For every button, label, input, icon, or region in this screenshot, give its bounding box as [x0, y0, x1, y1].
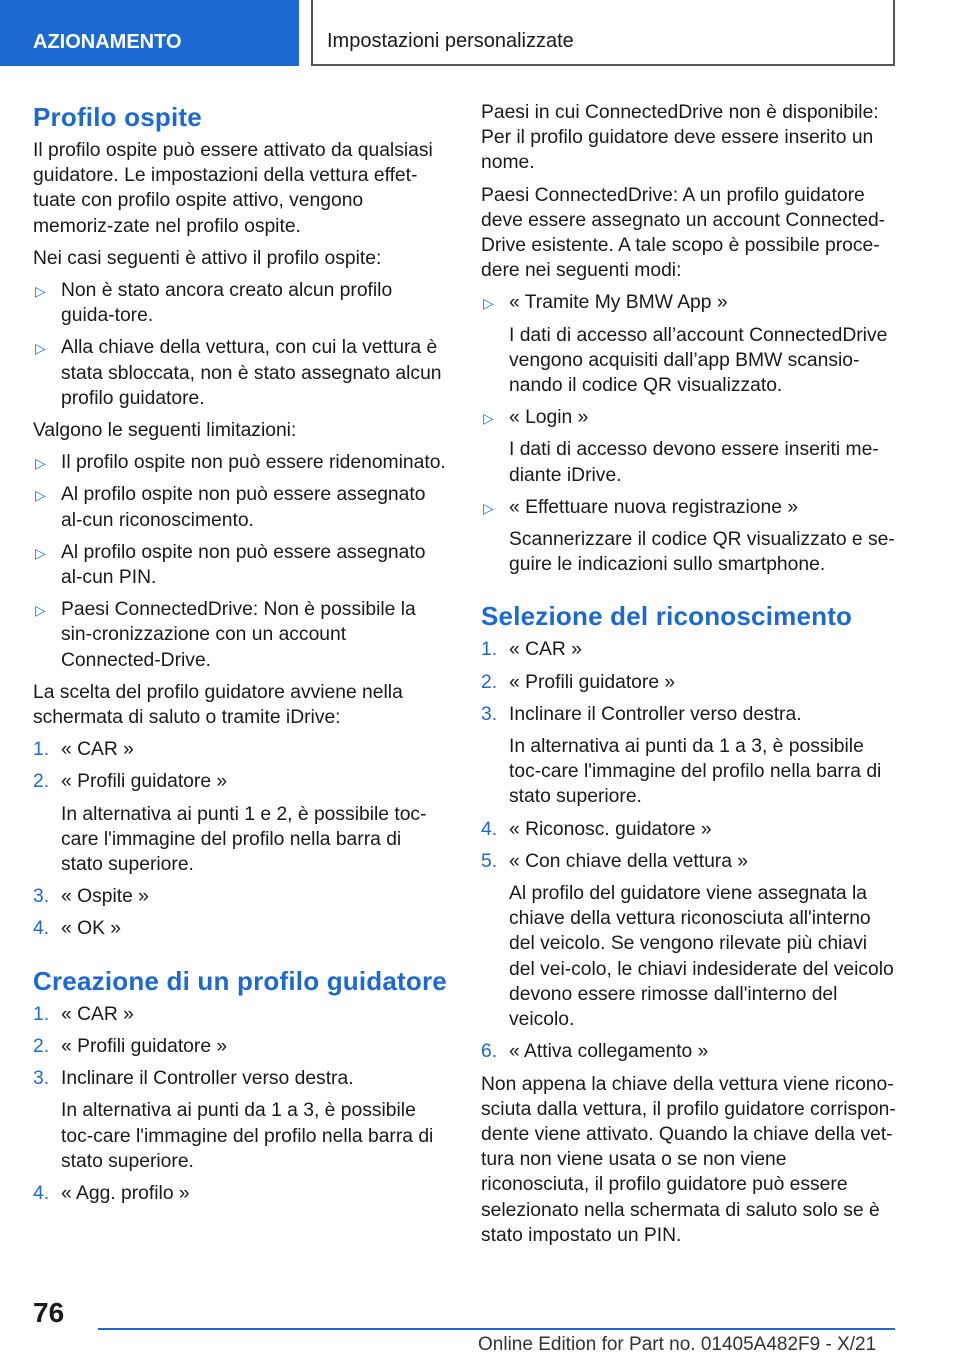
footer-divider [98, 1328, 895, 1330]
section-tab: AZIONAMENTO [0, 0, 299, 66]
step-list [33, 1002, 448, 1206]
list-item-note: Scannerizzare il codice QR visualizzato e se-guire le indicazioni sullo smartphone. [509, 529, 895, 576]
step-note: Al profilo del guidatore viene assegnata la chiave della vettura riconosciuta all'interno del veicolo. Se vengono rilevate più chiavi del vei-colo, le chiavi indesiderate del veicolo devono essere rimosse dall'interno del veicolo. [509, 883, 894, 1031]
list-item: ▷ Il profilo ospite non può essere ridenominato. [33, 450, 448, 475]
paragraph: Paesi ConnectedDrive: A un profilo guidatore deve essere assegnato un account Connected-Drive esistente. A tale scopo è possibile proce-dere nei seguenti modi: [481, 184, 886, 282]
right-column [481, 100, 897, 1255]
left-column [33, 100, 448, 1213]
triangle-right-icon: ▷ [35, 340, 46, 357]
step-number: 1. [33, 739, 50, 761]
list-item: ▷ « Effettuare nuova registrazione » Scannerizzare il codice QR visualizzato e se-guire le indicazioni sullo smartphone. [481, 495, 897, 578]
step-number: 6. [481, 1041, 498, 1063]
chapter-title: Impostazioni personalizzate [311, 0, 895, 66]
step-item: 4. « OK » [33, 916, 448, 941]
footer-edition-text: Online Edition for Part no. 01405A482F9 - X/21 [478, 1334, 877, 1355]
paragraph: Non appena la chiave della vettura viene ricono-sciuta dalla vettura, il profilo guidatore corrispon-dente viene attivato. Quando la chiave della vet-tura non viene usata o se non viene riconosciuta, il profilo guidatore può essere selezionato nella schermata di saluto solo se è stato impostato un PIN. [481, 1073, 896, 1246]
step-item: 3. Inclinare il Controller verso destra. In alternativa ai punti da 1 a 3, è possibile toc-care l'immagine del profilo nella barra di stato superiore. [33, 1066, 448, 1174]
step-number: 5. [481, 850, 498, 872]
step-number: 3. [481, 703, 498, 725]
step-item: 4. « Riconosc. guidatore » [481, 817, 897, 842]
step-number: 3. [33, 1068, 50, 1090]
step-number: 1. [481, 639, 498, 661]
paragraph: Nei casi seguenti è attivo il profilo ospite: [33, 247, 382, 269]
list-item: ▷ Paesi ConnectedDrive: Non è possibile la sin-cronizzazione con un account Connected-Drive. [35, 599, 416, 671]
heading-selezione-riconoscimento: Selezione del riconoscimento [481, 601, 853, 632]
step-item: 2. « Profili guidatore » In alternativa ai punti 1 e 2, è possibile toc-care l'immagine del profilo nella barra di stato superiore. [33, 769, 448, 877]
step-number: 4. [481, 818, 498, 840]
list-item: ▷ « Login » I dati di accesso devono essere inseriti me-diante iDrive. [481, 405, 897, 488]
triangle-right-icon: ▷ [483, 410, 494, 427]
bullet-list [33, 278, 448, 411]
triangle-right-icon: ▷ [35, 544, 46, 561]
step-item: 2. « Profili guidatore » [481, 670, 897, 695]
paragraph: Paesi in cui ConnectedDrive non è disponibile: Per il profilo guidatore deve essere inserito un nome. [481, 102, 879, 174]
step-number: 4. [33, 1182, 50, 1204]
triangle-right-icon: ▷ [483, 295, 494, 312]
step-item: 3. Inclinare il Controller verso destra. In alternativa ai punti da 1 a 3, è possibile toc-care l'immagine del profilo nella barra di stato superiore. [481, 702, 897, 810]
step-item: 5. « Con chiave della vettura » Al profilo del guidatore viene assegnata la chiave della vettura riconosciuta all'interno del veicolo. Se vengono rilevate più chiavi del vei-colo, le chiavi indesiderate del veicolo devono essere rimosse dall'interno del veicolo. [481, 849, 897, 1032]
heading-creazione-profilo: Creazione di un profilo guidatore [33, 965, 447, 996]
step-item: 1. « CAR » [481, 637, 897, 662]
step-item: 4. « Agg. profilo » [33, 1181, 448, 1206]
triangle-right-icon: ▷ [483, 499, 494, 516]
triangle-right-icon: ▷ [35, 487, 46, 504]
step-item: 6. « Attiva collegamento » [481, 1039, 897, 1064]
step-item: 2. « Profili guidatore » [33, 1034, 448, 1059]
list-item: ▷ Non è stato ancora creato alcun profilo guida-tore. [35, 280, 393, 327]
step-number: 2. [33, 1035, 50, 1057]
step-number: 4. [33, 918, 50, 940]
list-item-note: I dati di accesso all’account ConnectedDrive vengono acquisiti dall’app BMW scansio-nando il codice QR visualizzato. [509, 324, 888, 397]
step-list [481, 637, 897, 1064]
step-number: 3. [33, 886, 50, 908]
list-item: ▷ « Tramite My BMW App » I dati di accesso all’account ConnectedDrive vengono acquisiti dall’app BMW scansio-nando il codice QR visualizzato. [481, 290, 897, 398]
list-item-note: I dati di accesso devono essere inseriti me-diante iDrive. [509, 439, 879, 486]
paragraph: Valgono le seguenti limitazioni: [33, 420, 297, 442]
bullet-list [481, 290, 897, 577]
page-number: 76 [33, 1297, 65, 1328]
step-number: 2. [33, 771, 50, 793]
step-number: 1. [33, 1003, 50, 1025]
triangle-right-icon: ▷ [35, 602, 46, 619]
list-item: ▷ Alla chiave della vettura, con cui la vettura è stata sbloccata, non è stato assegnato alcun profilo guidatore. [35, 337, 442, 409]
step-note: In alternativa ai punti 1 e 2, è possibile toc-care l'immagine del profilo nella barra di stato superiore. [61, 803, 427, 876]
step-item: 3. « Ospite » [33, 884, 448, 909]
triangle-right-icon: ▷ [35, 283, 46, 300]
step-note: In alternativa ai punti da 1 a 3, è possibile toc-care l'immagine del profilo nella barra di stato superiore. [61, 1100, 434, 1172]
list-item: ▷ Al profilo ospite non può essere assegnato al-cun PIN. [35, 541, 426, 589]
heading-profilo-ospite: Profilo ospite [33, 102, 202, 132]
step-item: 1. « CAR » [33, 737, 448, 762]
bullet-list [33, 450, 448, 673]
triangle-right-icon: ▷ [35, 455, 46, 472]
step-note: In alternativa ai punti da 1 a 3, è possibile toc-care l'immagine del profilo nella barra di stato superiore. [509, 736, 882, 808]
step-number: 2. [481, 671, 498, 693]
list-item: ▷ Al profilo ospite non può essere assegnato al-cun riconoscimento. [35, 484, 426, 531]
paragraph: La scelta del profilo guidatore avviene nella schermata di saluto o tramite iDrive: [33, 681, 403, 729]
step-item: 1. « CAR » [33, 1002, 448, 1027]
step-list [33, 737, 448, 941]
paragraph: Il profilo ospite può essere attivato da qualsiasi guidatore. Le impostazioni della vettura effet-tuate con profilo ospite attivo, vengono memoriz-zate nel profilo ospite. [33, 140, 433, 237]
